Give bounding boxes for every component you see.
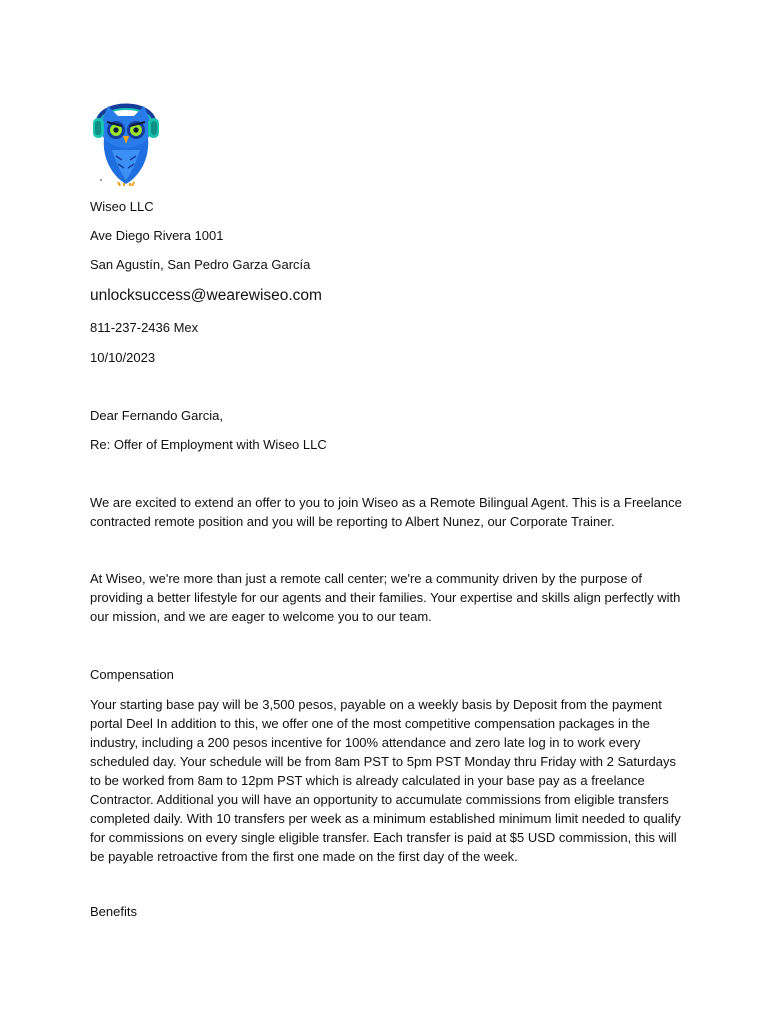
email-address[interactable]: unlocksuccess@wearewiseo.com [90, 287, 322, 304]
subject-line: Re: Offer of Employment with Wiseo LLC [90, 437, 327, 452]
intro-paragraph: We are excited to extend an offer to you to join Wiseo as a Remote Bilingual Agent. This is a Freelance contracted remote position and you will be reporting to Albert Nunez, our Corporate Trainer. [90, 495, 682, 529]
benefits-heading: Benefits [90, 904, 137, 919]
compensation-paragraph: Your starting base pay will be 3,500 pesos, payable on a weekly basis by Deposit from the payment portal Deel In addition to this, we offer one of the most competitive compensation packages in the industry, including a 200 pesos incentive for 100% attendance and zero late log in to work every scheduled day. Your schedule will be from 8am PST to 5pm PST Monday thru Friday with 2 Saturdays to be worked from 8am to 12pm PST which is already calculated in your base pay as a freelance Contractor. Additional you will have an opportunity to accumulate commissions from eligible transfers completed daily. With 10 transfers per week as a minimum established minimum limit needed to qualify for commissions on every single eligible transfer. Each transfer is paid at $5 USD commission, this will be payable retroactive from the first one made on the first day of the week. [90, 697, 681, 864]
letter-date: 10/10/2023 [90, 350, 156, 365]
owl-with-headphones-icon [90, 94, 162, 186]
company-name: Wiseo LLC [90, 199, 154, 214]
phone-number: 811-237-2436 Mex [90, 320, 199, 335]
compensation-heading: Compensation [90, 667, 174, 682]
address-line-1: Ave Diego Rivera 1001 [90, 228, 224, 243]
address-line-2: San Agustín, San Pedro Garza García [90, 257, 311, 272]
salutation: Dear Fernando Garcia, [90, 408, 223, 423]
mission-paragraph: At Wiseo, we're more than just a remote call center; we're a community driven by the purpose of providing a better lifestyle for our agents and their families. Your expertise and skills align perfectly with our mission, and we are eager to welcome you to our team. [90, 571, 681, 624]
company-logo [90, 94, 162, 186]
